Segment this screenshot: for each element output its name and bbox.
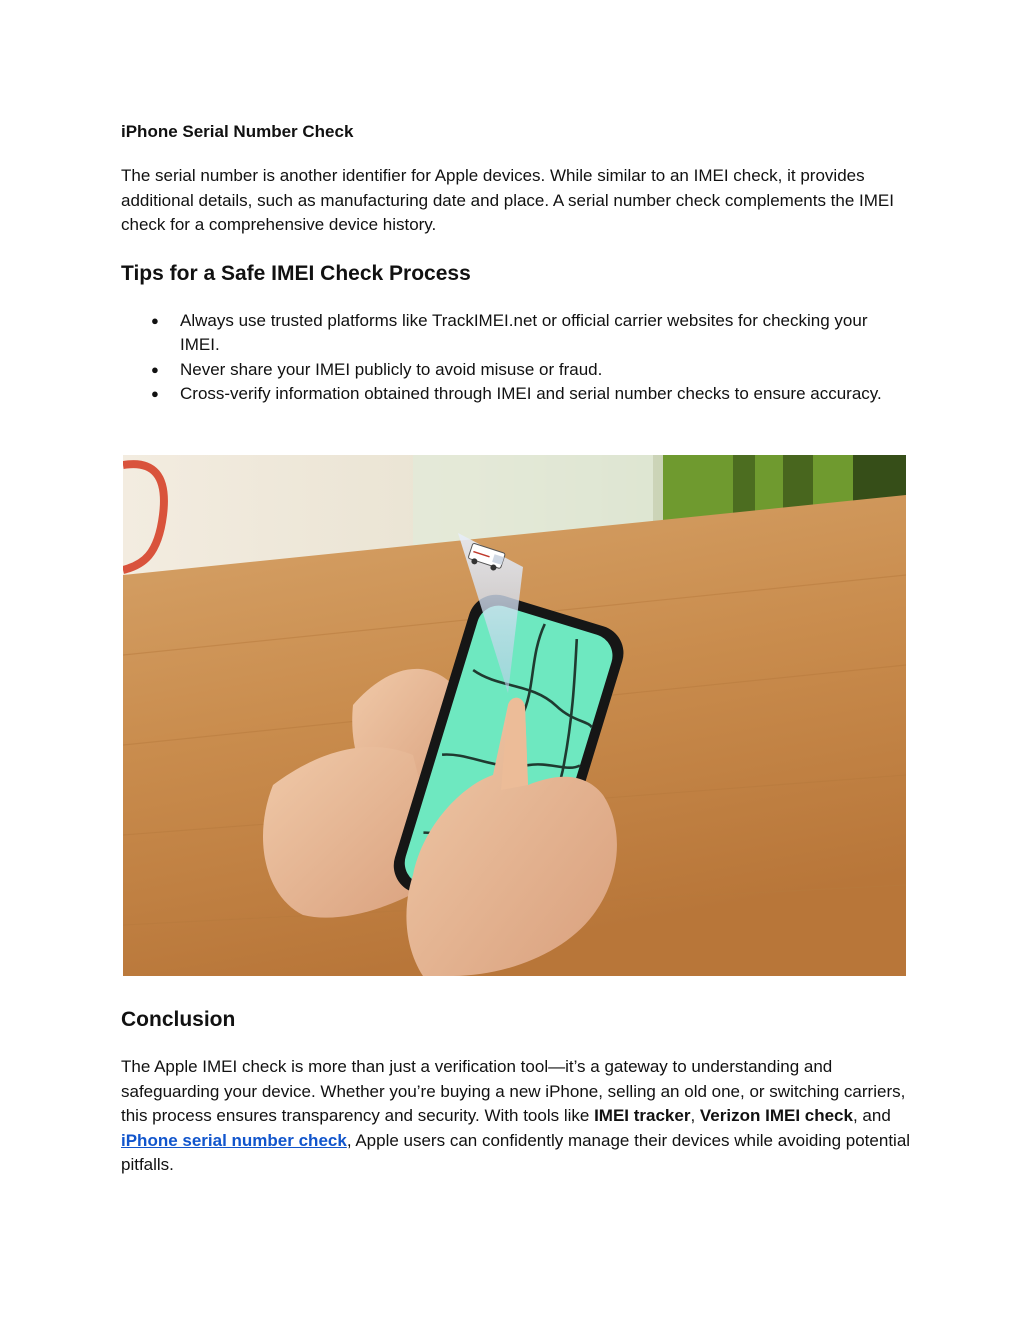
bullet-icon: ●	[151, 385, 159, 401]
iphone-serial-number-check-link[interactable]: iPhone serial number check	[121, 1130, 347, 1150]
serial-number-paragraph: The serial number is another identifier for Apple devices. While similar to an IMEI check, it provides additional details, such as manufacturing date and place. A serial number check complements the IMEI check for a comprehensive device history.	[121, 166, 894, 234]
list-item	[121, 309, 911, 358]
conclusion-paragraph	[121, 1055, 911, 1178]
verizon-imei-check-bold: Verizon IMEI check	[699, 1106, 853, 1125]
conclusion-text-2: , Apple users can confidently manage their devices while avoiding potential pitfalls.	[121, 1130, 911, 1174]
bullet-icon: ●	[151, 313, 159, 328]
tips-heading: Tips for a Safe IMEI Check Process	[121, 262, 471, 285]
list-item-text: Always use trusted platforms like TrackIMEI.net or official carrier websites for checking your IMEI.	[180, 311, 868, 355]
conclusion-text-1: The Apple IMEI check is more than just a verification tool—it’s a gateway to understanding and safeguarding your device. Whether you’re buying a new iPhone, selling an old one, or switching carriers, this process ensures transparency and security. With tools like	[121, 1057, 906, 1125]
section-subheading: iPhone Serial Number Check	[121, 122, 354, 141]
imei-tracker-bold: IMEI tracker	[594, 1106, 691, 1125]
list-item	[121, 382, 911, 406]
list-item-text: Cross-verify information obtained through IMEI and serial number checks to ensure accuracy.	[180, 383, 882, 403]
list-item	[121, 358, 911, 382]
conclusion-heading: Conclusion	[121, 1008, 236, 1031]
conclusion-separator-1: ,	[690, 1106, 700, 1125]
list-item-text: Never share your IMEI publicly to avoid misuse or fraud.	[180, 359, 603, 379]
hands-phone-map-photo	[123, 455, 906, 976]
conclusion-separator-2: , and	[852, 1106, 891, 1125]
bullet-icon: ●	[151, 361, 159, 377]
tips-list	[121, 309, 911, 406]
